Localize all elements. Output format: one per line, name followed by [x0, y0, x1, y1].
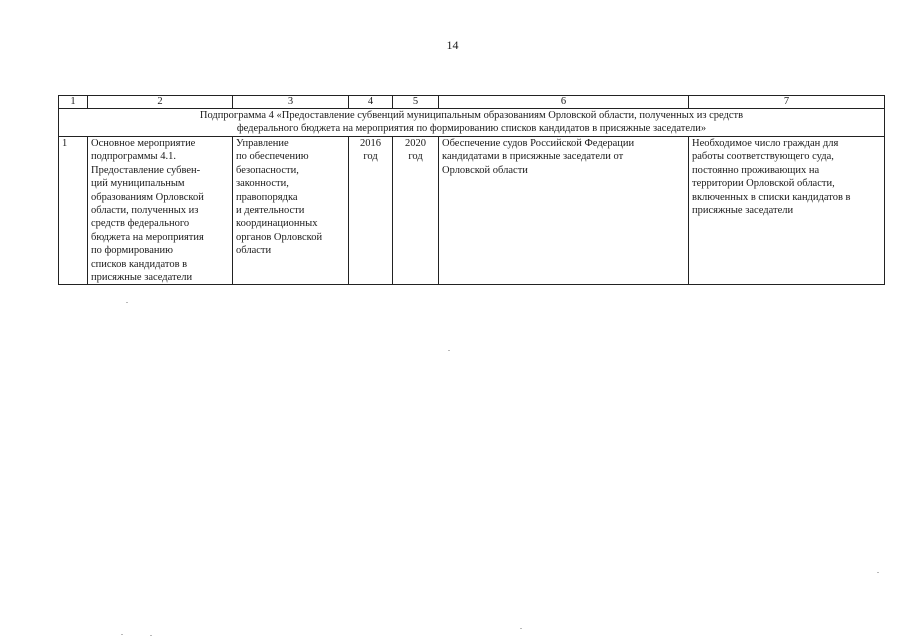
page-number: 14	[446, 38, 459, 52]
program-table	[58, 95, 885, 285]
column-number-cell: 3	[233, 96, 349, 109]
subprogram-title-row	[59, 109, 885, 137]
scan-speck	[520, 628, 522, 629]
column-number-row	[59, 96, 885, 109]
measure-name: Основное мероприятие подпрограммы 4.1. Предоставление субвен- ций муниципальным образованиям Орловской области, полученных из средств федерального бюджета на мероприятия по формированию списков кандидатов в присяжные заседатели	[88, 137, 233, 285]
column-number-cell: 6	[439, 96, 689, 109]
scan-speck	[126, 302, 128, 303]
expected-result: Обеспечение судов Российской Федерации кандидатами в присяжные заседатели от Орловской области	[439, 137, 689, 285]
column-number-cell: 1	[59, 96, 88, 109]
table-row	[59, 137, 885, 285]
start-year: 2016 год	[349, 137, 393, 285]
row-number: 1	[59, 137, 88, 285]
target-indicator: Необходимое число граждан для работы соответствующего суда, постоянно проживающих на территории Орловской области, включенных в списки кандидатов в присяжные заседатели	[689, 137, 885, 285]
column-number-cell: 7	[689, 96, 885, 109]
responsible-executor: Управление по обеспечению безопасности, законности, правопорядка и деятельности координационных органов Орловской области	[233, 137, 349, 285]
subprogram-title: Подпрограмма 4 «Предоставление субвенций муниципальным образованиям Орловской области, полученных из средств федерального бюджета на мероприятия по формированию списков кандидатов в присяжные заседатели»	[59, 109, 885, 137]
column-number-cell: 4	[349, 96, 393, 109]
scan-speck	[150, 635, 152, 636]
scan-speck	[448, 350, 450, 351]
column-number-cell: 2	[88, 96, 233, 109]
end-year: 2020 год	[393, 137, 439, 285]
column-number-cell: 5	[393, 96, 439, 109]
scan-speck	[877, 572, 879, 573]
scan-speck	[121, 634, 123, 635]
